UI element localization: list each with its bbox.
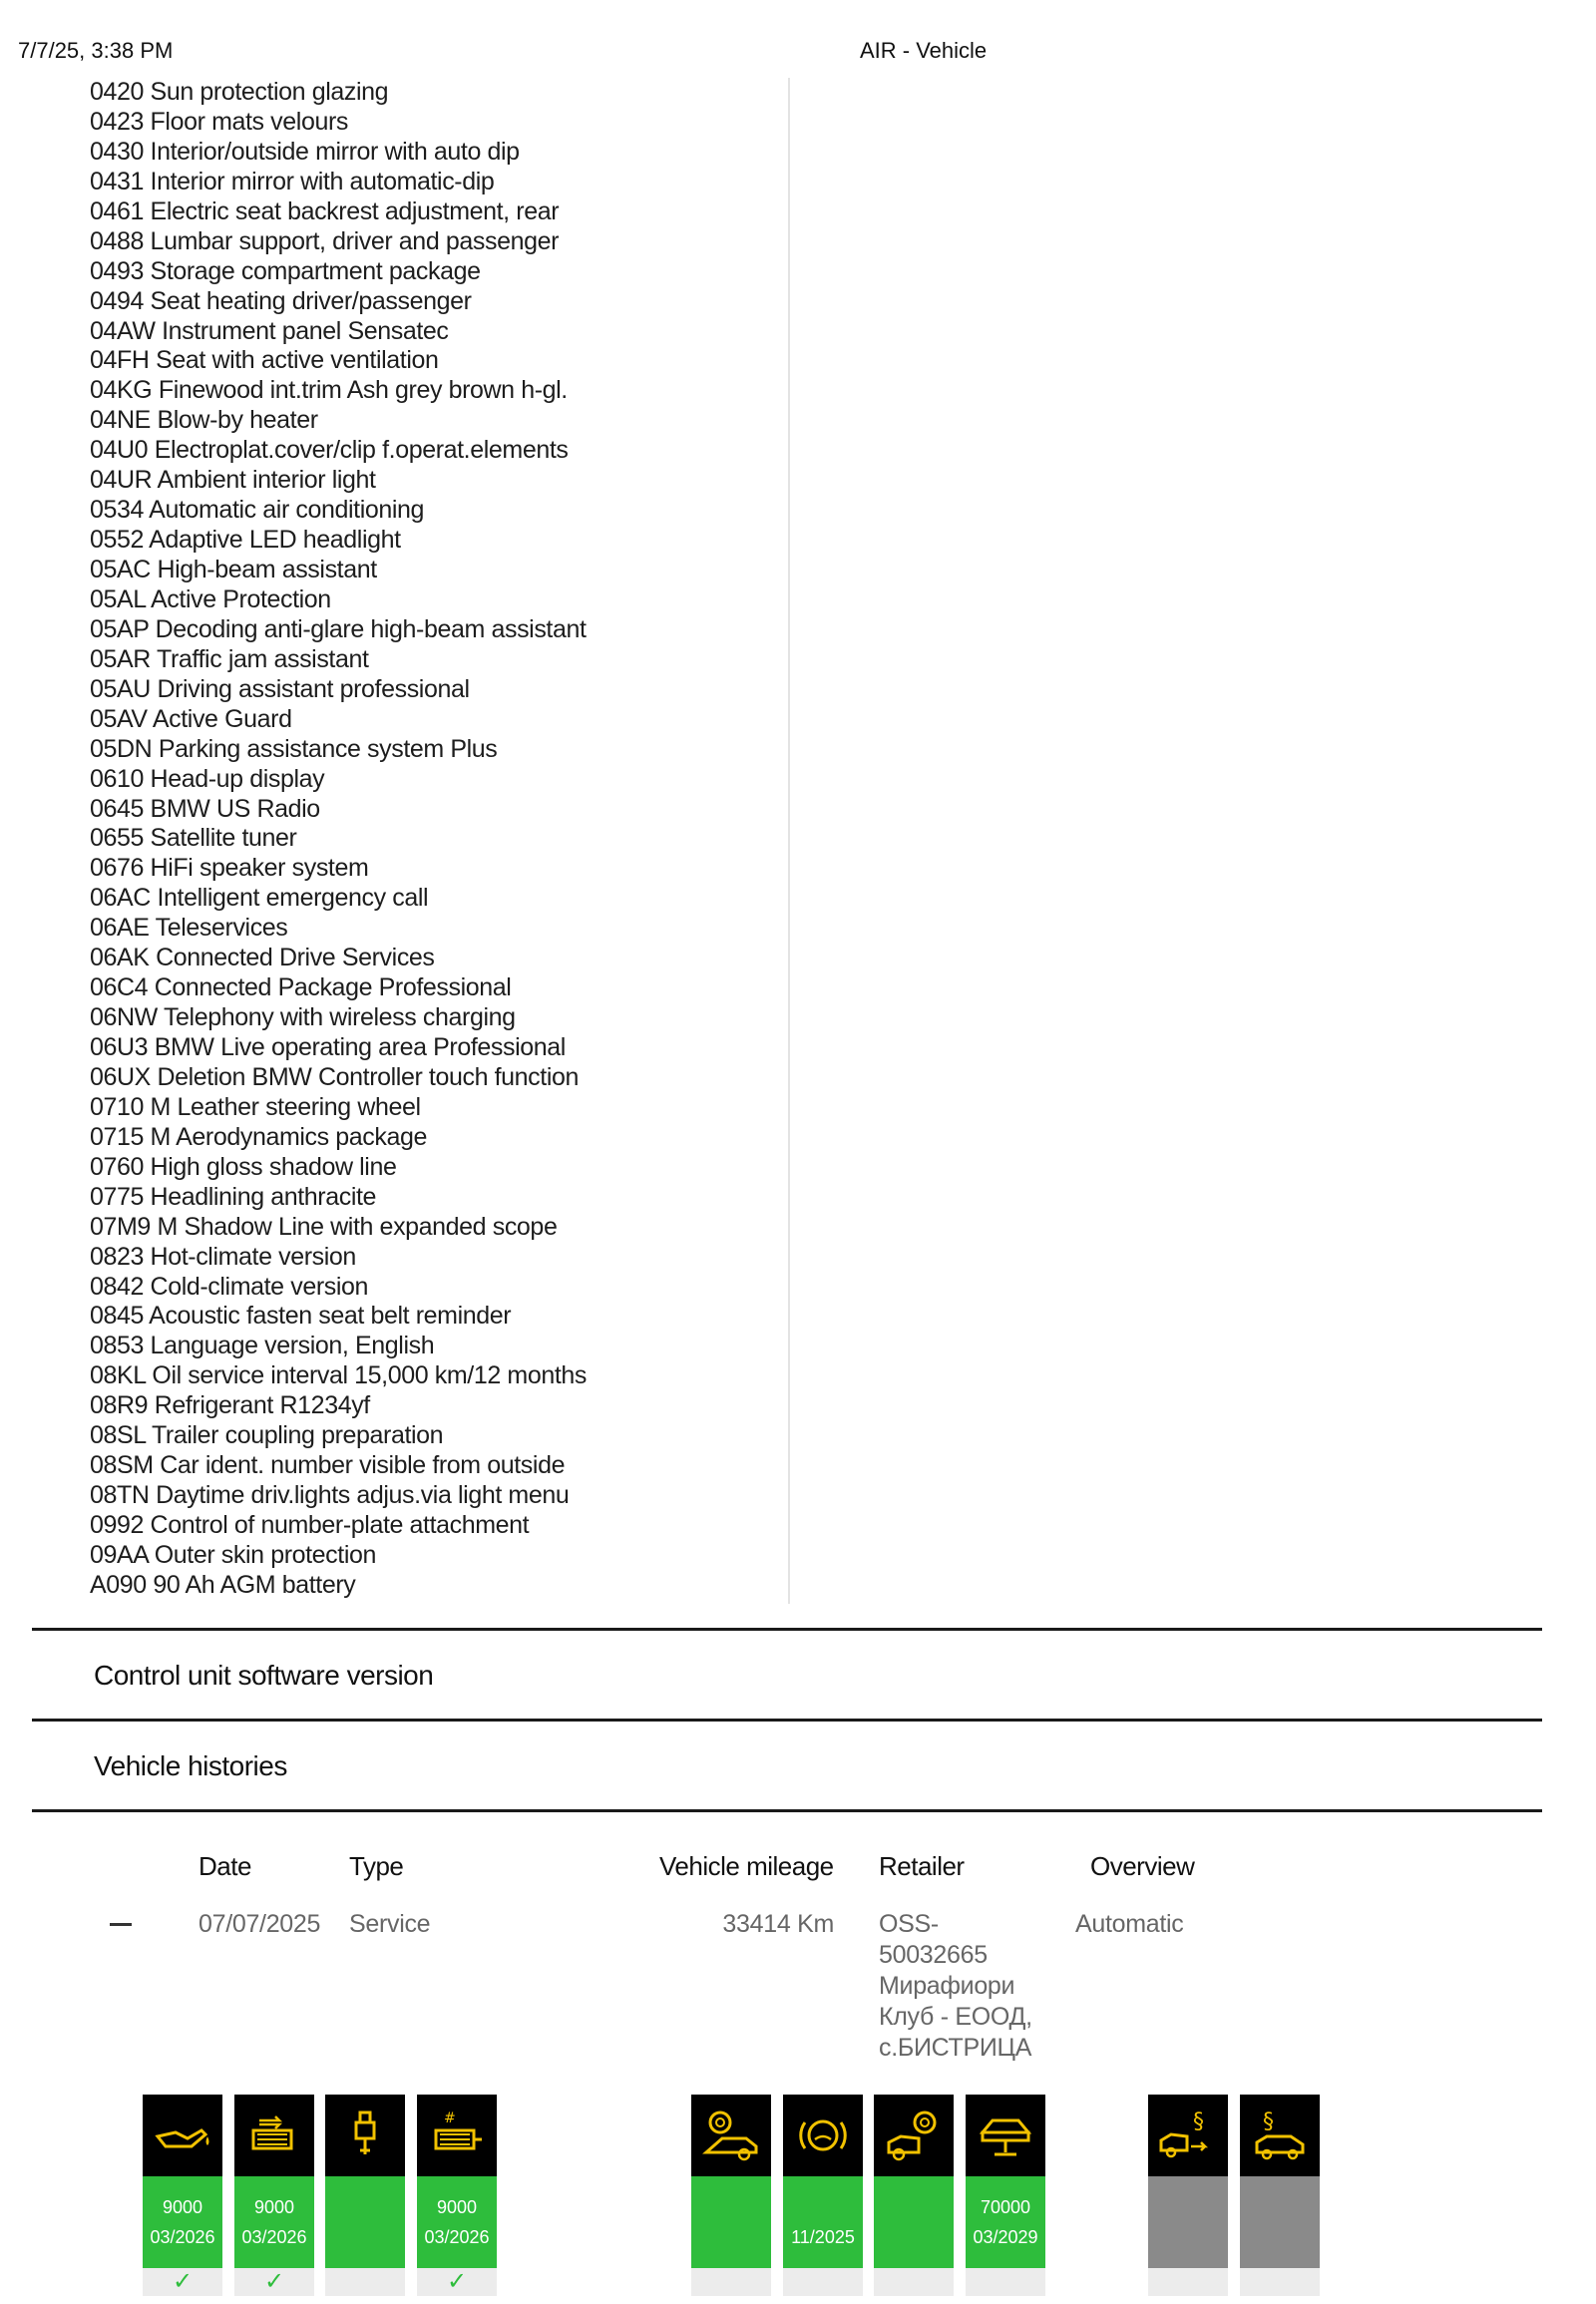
tile-date: 03/2026 xyxy=(241,2227,307,2247)
option-item: A090 90 Ah AGM battery xyxy=(90,1570,356,1599)
rear-brakes-icon xyxy=(874,2095,954,2176)
tile-check: ✓ xyxy=(143,2268,222,2296)
service-tile[interactable] xyxy=(143,2095,222,2296)
service-tile[interactable] xyxy=(691,2095,771,2296)
option-item: 07M9 M Shadow Line with expanded scope xyxy=(90,1212,558,1241)
option-item: 04UR Ambient interior light xyxy=(90,466,376,495)
history-mileage: 33414 Km xyxy=(722,1910,834,1938)
retailer-line: 50032665 xyxy=(879,1941,988,1969)
tile-value xyxy=(417,2176,497,2268)
option-item: 0423 Floor mats velours xyxy=(90,107,348,136)
tile-check xyxy=(1240,2268,1320,2296)
print-datetime: 7/7/25, 3:38 PM xyxy=(18,38,174,63)
tile-check xyxy=(783,2268,863,2296)
option-item: 0534 Automatic air conditioning xyxy=(90,496,425,525)
option-item: 05AC High-beam assistant xyxy=(90,556,377,583)
vehicle-histories-heading[interactable]: Vehicle histories xyxy=(94,1750,287,1781)
option-item: 08SL Trailer coupling preparation xyxy=(90,1421,444,1450)
option-item: 06C4 Connected Package Professional xyxy=(90,973,512,1002)
tile-date: 03/2029 xyxy=(973,2227,1038,2247)
tile-date: 03/2026 xyxy=(150,2227,215,2247)
history-date: 07/07/2025 xyxy=(199,1910,321,1938)
svg-text:§: § xyxy=(1193,2110,1204,2134)
section-divider xyxy=(32,1719,1542,1722)
tile-value xyxy=(325,2176,405,2268)
option-item: 05AU Driving assistant professional xyxy=(90,674,470,703)
tile-value xyxy=(143,2176,222,2268)
tile-value xyxy=(874,2176,954,2268)
micro-filter-icon xyxy=(234,2095,314,2176)
tile-check: ✓ xyxy=(417,2268,497,2296)
option-item: 04FH Seat with active ventilation xyxy=(90,346,439,375)
option-item: 0823 Hot-climate version xyxy=(90,1242,356,1271)
tile-value xyxy=(234,2176,314,2268)
tile-value xyxy=(783,2176,863,2268)
option-item: 06U3 BMW Live operating area Professional xyxy=(90,1033,566,1061)
tile-check xyxy=(966,2268,1045,2296)
tile-date: 11/2025 xyxy=(791,2227,855,2247)
option-item: 0710 M Leather steering wheel xyxy=(90,1092,421,1121)
option-item: 05AP Decoding anti-glare high-beam assistant xyxy=(90,614,587,643)
service-tile[interactable] xyxy=(874,2095,954,2296)
option-item: 08R9 Refrigerant R1234yf xyxy=(90,1391,370,1420)
option-item: 0420 Sun protection glazing xyxy=(90,78,389,106)
tile-date: 03/2026 xyxy=(424,2227,490,2247)
option-item: 06AK Connected Drive Services xyxy=(90,944,435,972)
option-item: 08KL Oil service interval 15,000 km/12 months xyxy=(90,1361,587,1390)
section-divider xyxy=(32,1809,1542,1812)
engine-oil-icon xyxy=(143,2095,222,2176)
option-item: 0775 Headlining anthracite xyxy=(90,1182,377,1211)
svg-text:#: # xyxy=(444,2111,456,2126)
tile-km: 9000 xyxy=(436,2197,478,2217)
option-item: 0488 Lumbar support, driver and passenger xyxy=(90,226,560,255)
tile-value xyxy=(1240,2176,1320,2268)
option-item: 08SM Car ident. number visible from outside xyxy=(90,1451,566,1480)
page-title: AIR - Vehicle xyxy=(860,38,988,63)
retailer-line: Мирафиори xyxy=(879,1972,1015,2000)
option-item: 0645 BMW US Radio xyxy=(90,794,320,823)
option-item: 04AW Instrument panel Sensatec xyxy=(90,316,449,345)
option-item: 09AA Outer skin protection xyxy=(90,1540,376,1569)
option-item: 0431 Interior mirror with automatic-dip xyxy=(90,167,495,195)
option-item: 0842 Cold-climate version xyxy=(90,1272,369,1301)
emissions-inspection-icon xyxy=(1148,2095,1228,2176)
option-item: 0760 High gloss shadow line xyxy=(90,1152,397,1181)
option-item: 06NW Telephony with wireless charging xyxy=(90,1003,516,1032)
option-item: 04NE Blow-by heater xyxy=(90,406,318,435)
option-item: 0461 Electric seat backrest adjustment, rear xyxy=(90,196,560,225)
option-item: 0552 Adaptive LED headlight xyxy=(90,526,401,555)
fuel-filter-icon xyxy=(417,2095,497,2176)
service-tile[interactable] xyxy=(234,2095,314,2296)
tile-check xyxy=(325,2268,405,2296)
brake-fluid-icon xyxy=(783,2095,863,2176)
tile-value xyxy=(966,2176,1045,2268)
tile-km: 9000 xyxy=(253,2197,295,2217)
option-item: 0610 Head-up display xyxy=(90,764,325,793)
option-item: 0992 Control of number-plate attachment xyxy=(90,1511,530,1539)
service-tile[interactable] xyxy=(1240,2095,1320,2296)
col-header-type: Type xyxy=(349,1851,404,1881)
col-header-overview: Overview xyxy=(1090,1851,1195,1881)
front-brakes-icon xyxy=(691,2095,771,2176)
option-item: 0845 Acoustic fasten seat belt reminder xyxy=(90,1302,512,1331)
svg-text:§: § xyxy=(1263,2110,1274,2134)
tile-check xyxy=(874,2268,954,2296)
tile-value xyxy=(691,2176,771,2268)
vehicle-check-icon xyxy=(966,2095,1045,2176)
option-item: 0853 Language version, English xyxy=(90,1332,435,1360)
option-item: 05AL Active Protection xyxy=(90,584,331,613)
option-item: 0676 HiFi speaker system xyxy=(90,854,369,883)
vehicle-options-list xyxy=(90,78,768,1601)
option-item: 05AV Active Guard xyxy=(90,704,292,733)
tile-value xyxy=(1148,2176,1228,2268)
option-item: 0655 Satellite tuner xyxy=(90,824,297,853)
option-item: 06AC Intelligent emergency call xyxy=(90,884,429,913)
option-item: 0430 Interior/outside mirror with auto dip xyxy=(90,137,520,166)
option-item: 0715 M Aerodynamics package xyxy=(90,1122,428,1151)
retailer-line: OSS- xyxy=(879,1910,939,1938)
spark-plug-icon xyxy=(325,2095,405,2176)
retailer-line: с.БИСТРИЦА xyxy=(879,2034,1032,2062)
tile-check xyxy=(1148,2268,1228,2296)
retailer-line: Клуб - ЕООД, xyxy=(879,2003,1032,2031)
option-item: 05DN Parking assistance system Plus xyxy=(90,734,498,763)
service-tile[interactable] xyxy=(325,2095,405,2296)
collapse-row-button[interactable] xyxy=(110,1923,132,1926)
col-header-date: Date xyxy=(199,1851,251,1881)
option-item: 0494 Seat heating driver/passenger xyxy=(90,286,472,315)
option-item: 04U0 Electroplat.cover/clip f.operat.elements xyxy=(90,436,569,465)
option-item: 06AE Teleservices xyxy=(90,914,288,943)
col-header-retailer: Retailer xyxy=(879,1851,965,1881)
history-retailer xyxy=(879,1909,1032,2064)
service-tile[interactable] xyxy=(417,2095,497,2296)
statutory-inspection-icon xyxy=(1240,2095,1320,2176)
col-header-mileage: Vehicle mileage xyxy=(659,1851,834,1881)
option-item: 0493 Storage compartment package xyxy=(90,256,481,285)
history-type: Service xyxy=(349,1910,431,1938)
tile-km: 70000 xyxy=(980,2197,1031,2217)
tile-km: 9000 xyxy=(162,2197,203,2217)
option-item: 05AR Traffic jam assistant xyxy=(90,644,369,673)
option-item: 04KG Finewood int.trim Ash grey brown h-gl. xyxy=(90,376,568,405)
option-item: 08TN Daytime driv.lights adjus.via light menu xyxy=(90,1481,570,1510)
history-overview: Automatic xyxy=(1075,1910,1184,1938)
column-divider xyxy=(788,78,790,1604)
service-tile[interactable] xyxy=(1148,2095,1228,2296)
section-divider xyxy=(32,1628,1542,1631)
service-tile[interactable] xyxy=(783,2095,863,2296)
tile-check xyxy=(691,2268,771,2296)
option-item: 06UX Deletion BMW Controller touch function xyxy=(90,1062,579,1091)
service-tile[interactable] xyxy=(966,2095,1045,2296)
tile-check: ✓ xyxy=(234,2268,314,2296)
software-version-heading[interactable]: Control unit software version xyxy=(94,1660,434,1691)
